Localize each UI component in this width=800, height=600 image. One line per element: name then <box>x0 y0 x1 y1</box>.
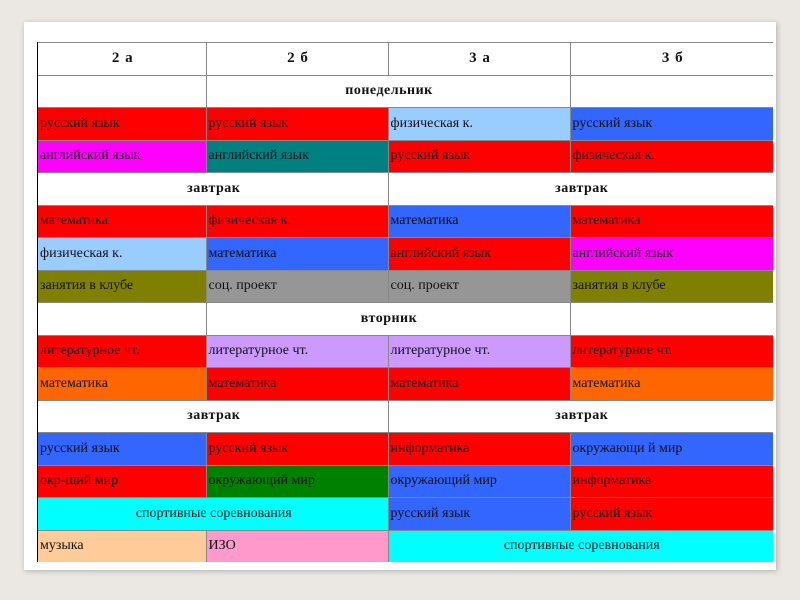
schedule-table-body <box>38 43 773 563</box>
lesson-cell: спортивные соревнования <box>38 498 388 531</box>
header-cell-2a: 2 а <box>38 43 206 76</box>
lesson-cell: физическая к. <box>388 108 570 141</box>
section-row <box>38 400 773 433</box>
lesson-cell: литературное чт. <box>206 335 388 368</box>
section-label-cell: вторник <box>206 303 570 336</box>
lesson-cell: русский язык <box>388 140 570 173</box>
lesson-cell: занятия в клубе <box>38 270 206 303</box>
lesson-cell: соц. проект <box>206 270 388 303</box>
lesson-cell: ИЗО <box>206 530 388 562</box>
section-label-cell: завтрак <box>38 400 388 433</box>
lesson-cell: физическая к. <box>38 238 206 271</box>
section-label-cell: завтрак <box>388 400 773 433</box>
header-cell-2b: 2 б <box>206 43 388 76</box>
lesson-cell: русский язык <box>38 433 206 466</box>
lesson-cell: литературное чт. <box>570 335 773 368</box>
lesson-row <box>38 205 773 238</box>
lesson-cell: английский язык <box>38 140 206 173</box>
lesson-cell: математика <box>206 238 388 271</box>
lesson-cell: математика <box>388 205 570 238</box>
lesson-row <box>38 140 773 173</box>
lesson-row <box>38 368 773 401</box>
lesson-cell: русский язык <box>570 498 773 531</box>
lesson-row <box>38 465 773 498</box>
lesson-cell: занятия в клубе <box>570 270 773 303</box>
lesson-cell: музыка <box>38 530 206 562</box>
lesson-cell: английский язык <box>206 140 388 173</box>
header-cell-3b: 3 б <box>570 43 773 76</box>
lesson-cell: физическая к. <box>206 205 388 238</box>
lesson-cell: окружающий мир <box>388 465 570 498</box>
lesson-cell: математика <box>38 205 206 238</box>
lesson-row <box>38 530 773 562</box>
section-row <box>38 173 773 206</box>
schedule-table-container <box>37 42 773 562</box>
section-label-cell: завтрак <box>38 173 388 206</box>
lesson-cell: русский язык <box>38 108 206 141</box>
lesson-cell: физическая к. <box>570 140 773 173</box>
lesson-cell: русский язык <box>570 108 773 141</box>
lesson-cell: окружающий мир <box>206 465 388 498</box>
lesson-cell: математика <box>570 205 773 238</box>
lesson-cell: литературное чт. <box>38 335 206 368</box>
section-row <box>38 303 773 336</box>
lesson-cell: русский язык <box>206 433 388 466</box>
lesson-cell: спортивные соревнования <box>388 530 773 562</box>
section-label-cell <box>38 303 206 336</box>
section-label-cell <box>570 75 773 108</box>
lesson-row <box>38 108 773 141</box>
section-label-cell: завтрак <box>388 173 773 206</box>
lesson-cell: математика <box>570 368 773 401</box>
schedule-table <box>38 42 773 562</box>
lesson-cell: русский язык <box>206 108 388 141</box>
section-label-cell <box>38 75 206 108</box>
lesson-cell: русский язык <box>388 498 570 531</box>
lesson-row <box>38 238 773 271</box>
lesson-row <box>38 433 773 466</box>
lesson-row <box>38 498 773 531</box>
lesson-cell: окр-щий мир <box>38 465 206 498</box>
header-cell-3a: 3 а <box>388 43 570 76</box>
lesson-cell: математика <box>206 368 388 401</box>
section-label-cell <box>570 303 773 336</box>
lesson-row <box>38 270 773 303</box>
header-row <box>38 43 773 76</box>
lesson-cell: английский язык <box>388 238 570 271</box>
lesson-cell: информатика <box>388 433 570 466</box>
lesson-cell: английский язык <box>570 238 773 271</box>
section-label-cell: понедельник <box>206 75 570 108</box>
lesson-row <box>38 335 773 368</box>
lesson-cell: окружающи й мир <box>570 433 773 466</box>
lesson-cell: литературное чт. <box>388 335 570 368</box>
lesson-cell: математика <box>38 368 206 401</box>
lesson-cell: соц. проект <box>388 270 570 303</box>
lesson-cell: математика <box>388 368 570 401</box>
lesson-cell: информатика <box>570 465 773 498</box>
section-row <box>38 75 773 108</box>
